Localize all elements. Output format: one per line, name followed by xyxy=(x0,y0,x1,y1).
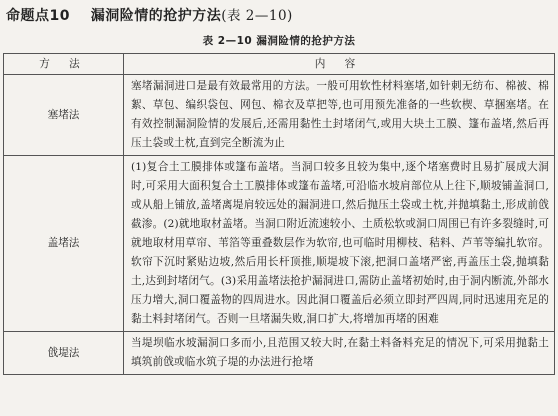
header-method: 方 法 xyxy=(4,54,124,75)
table-row xyxy=(4,156,555,332)
table-caption: 表 2—10 漏洞险情的抢护方法 xyxy=(202,35,356,47)
method-cell: 盖堵法 xyxy=(4,156,124,332)
method-cell: 塞堵法 xyxy=(4,75,124,156)
content-cell: 当堤坝临水坡漏洞口多而小,且范围又较大时,在黏土料备料充足的情况下,可采用抛黏土填筑前戗或临水筑子堤的办法进行抢堵 xyxy=(124,332,555,375)
content-cell: (1)复合土工膜排体或篷布盖堵。当洞口较多且较为集中,逐个堵塞费时且易扩展成大洞时,可采用大面积复合土工膜排体或篷布盖堵,可沿临水坡肩部位从上往下,顺坡铺盖洞口,或从船上铺放,盖堵离堤肩较远处的漏洞进口,然后抛压土袋或土枕,并抛填黏土,形成前戗截渗。(2)就地取材盖堵。当洞口附近流速较小、土质松软或洞口周围已有许多裂缝时,可就地取材用草帘、苇箔等重叠数层作为软帘,也可临时用柳枝、秸料、芦苇等编扎软帘。软帘下沉时紧贴边坡,然后用长杆顶推,顺堤坡下滚,把洞口盖堵严密,再盖压土袋,抛填黏土,达到封堵闭气。(3)采用盖堵法抢护漏洞进口,需防止盖堵初始时,由于洞内断流,外部水压力增大,洞口覆盖物的四周进水。因此洞口覆盖后必须立即封严四周,同时迅速用充足的黏土料封堵闭气。否则一旦堵漏失败,洞口扩大,将增加再堵的困难 xyxy=(124,156,555,332)
table-header-row xyxy=(4,54,555,75)
table-row xyxy=(4,75,555,156)
header-content: 内 容 xyxy=(124,54,555,75)
section-heading xyxy=(6,4,293,25)
methods-table xyxy=(3,53,555,375)
heading-ref: (表 2—10) xyxy=(221,8,293,24)
table-row xyxy=(4,332,555,375)
heading-tag: 命题点10 xyxy=(6,8,70,24)
heading-title: 漏洞险情的抢护方法 xyxy=(90,8,222,24)
content-cell: 塞堵漏洞进口是最有效最常用的方法。一般可用软性材料塞堵,如针刺无纺布、棉被、棉絮、草包、编织袋包、网包、棉衣及草把等,也可用预先准备的一些软楔、草捆塞堵。在有效控制漏洞险情的发展后,还需用黏性土封堵闭气,或用大块土工膜、篷布盖堵,然后再压土袋或土枕,直到完全断流为止 xyxy=(124,75,555,156)
method-cell: 戗堤法 xyxy=(4,332,124,375)
